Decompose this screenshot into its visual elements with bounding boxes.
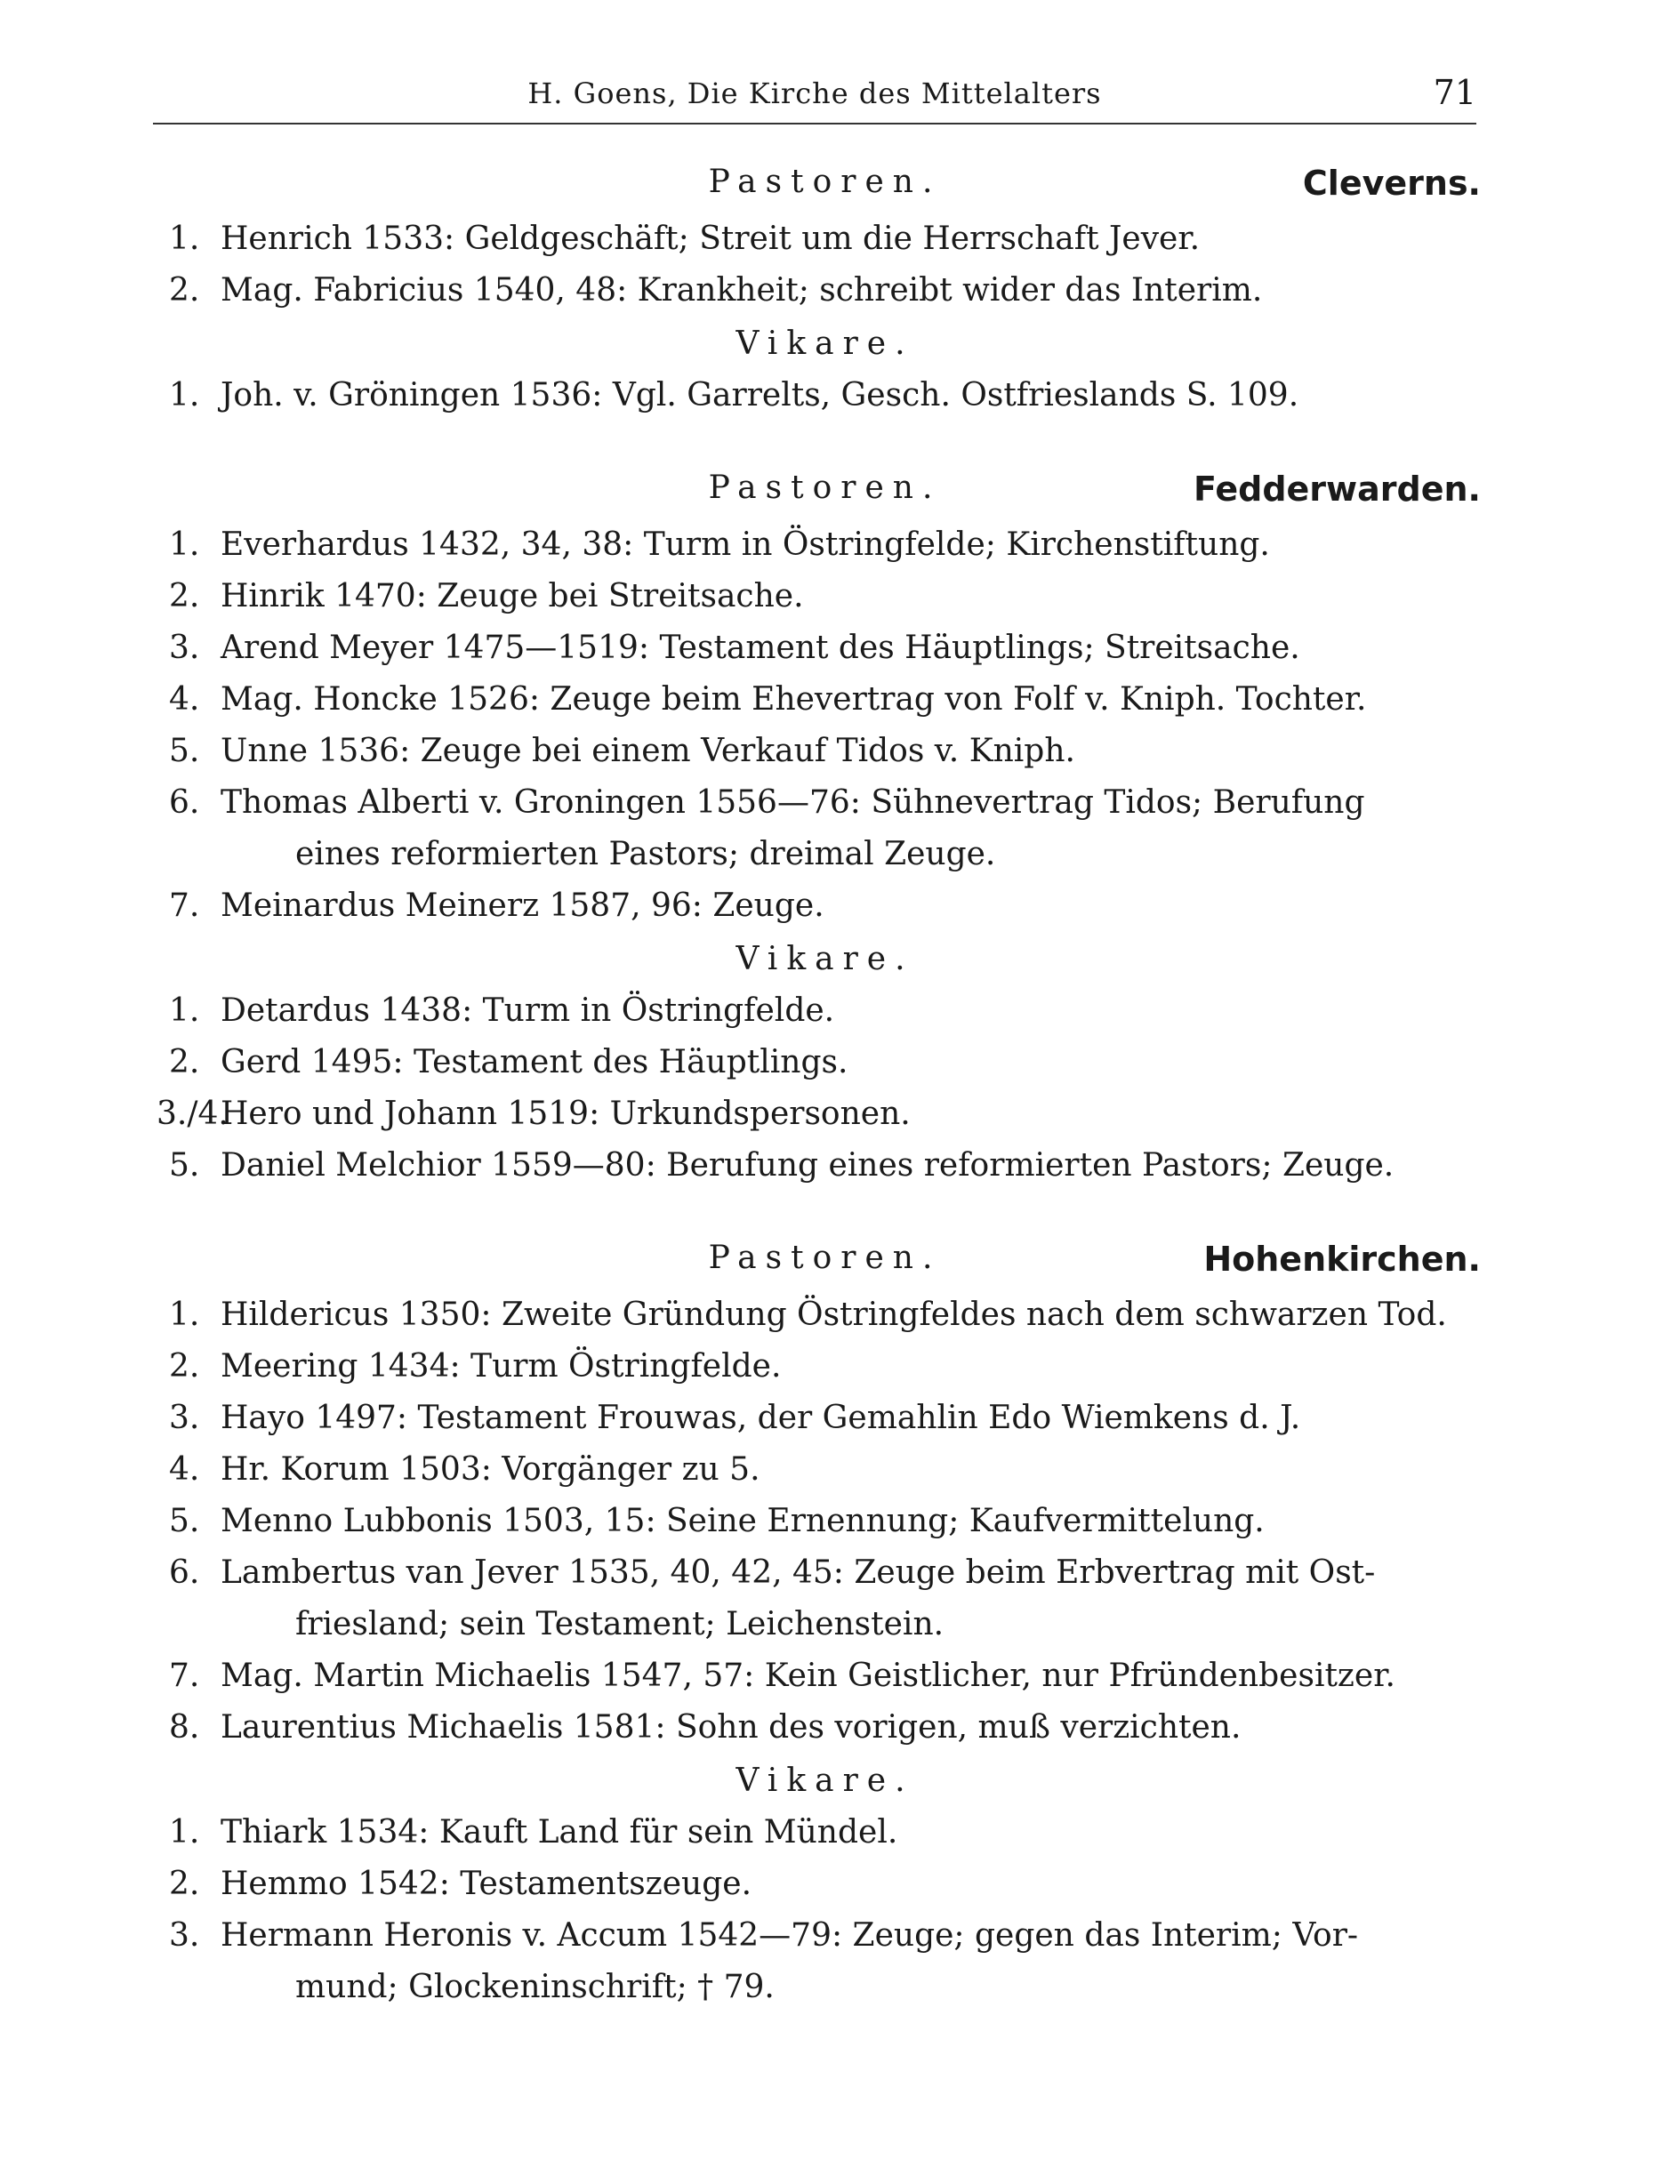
page-content bbox=[157, 158, 1481, 2013]
list-item bbox=[169, 985, 1481, 1037]
place-name: Hohenkirchen. bbox=[1203, 1240, 1481, 1279]
item-line: Thomas Alberti v. Groningen 1556—76: Sühnevertrag Tidos; Berufung bbox=[221, 784, 1365, 821]
list-item bbox=[169, 1444, 1481, 1496]
list-item bbox=[169, 1910, 1481, 2013]
list-item bbox=[169, 1341, 1481, 1393]
list-item bbox=[169, 1702, 1481, 1754]
list-item bbox=[157, 1088, 1481, 1140]
pastoren-list bbox=[169, 519, 1481, 932]
item-text: Arend Meyer 1475—1519: Testament des Häuptlings; Streitsache. bbox=[221, 630, 1300, 666]
item-number: 2. bbox=[169, 1044, 200, 1080]
list-item bbox=[169, 880, 1481, 932]
item-number: 5. bbox=[169, 733, 200, 769]
item-number: 1. bbox=[169, 1297, 200, 1333]
item-number: 4. bbox=[169, 681, 200, 718]
item-number: 1. bbox=[169, 377, 200, 414]
list-item bbox=[169, 674, 1481, 726]
item-number: 5. bbox=[169, 1147, 200, 1184]
list-item bbox=[169, 370, 1481, 422]
item-text: Detardus 1438: Turm in Östringfelde. bbox=[221, 992, 835, 1029]
section-head bbox=[169, 1234, 1481, 1286]
section-head bbox=[169, 464, 1481, 516]
item-continuation: eines reformierten Pastors; dreimal Zeuge. bbox=[295, 836, 996, 872]
vikare-heading: Vikare. bbox=[736, 1762, 914, 1799]
item-text: Meinardus Meinerz 1587, 96: Zeuge. bbox=[221, 887, 824, 924]
pastoren-heading: Pastoren. bbox=[708, 164, 942, 200]
vikare-list bbox=[169, 1807, 1481, 2013]
section-cleverns bbox=[169, 158, 1481, 422]
item-text: Hr. Korum 1503: Vorgänger zu 5. bbox=[221, 1451, 760, 1488]
item-text: Hayo 1497: Testament Frouwas, der Gemahlin Edo Wiemkens d. J. bbox=[221, 1400, 1301, 1436]
vikare-heading: Vikare. bbox=[736, 941, 914, 977]
item-text: Hinrik 1470: Zeuge bei Streitsache. bbox=[221, 578, 804, 614]
item-number: 7. bbox=[169, 1658, 200, 1694]
section-gap bbox=[169, 1192, 1481, 1234]
section-hohenkirchen bbox=[169, 1234, 1481, 2013]
list-item bbox=[169, 519, 1481, 571]
item-number: 7. bbox=[169, 887, 200, 924]
vikare-heading: Vikare. bbox=[736, 325, 914, 362]
item-text: Daniel Melchior 1559—80: Berufung eines reformierten Pastors; Zeuge. bbox=[221, 1147, 1395, 1184]
list-item bbox=[169, 571, 1481, 622]
section-head bbox=[169, 158, 1481, 210]
item-text: Menno Lubbonis 1503, 15: Seine Ernennung; Kaufvermittelung. bbox=[221, 1503, 1265, 1539]
vikare-list bbox=[157, 985, 1481, 1192]
item-text bbox=[221, 777, 1481, 880]
item-text: Everhardus 1432, 34, 38: Turm in Östringfelde; Kirchenstiftung. bbox=[221, 526, 1270, 563]
item-text: Hero und Johann 1519: Urkundspersonen. bbox=[221, 1096, 911, 1132]
item-continuation: friesland; sein Testament; Leichenstein. bbox=[295, 1606, 944, 1642]
item-number: 2. bbox=[169, 1348, 200, 1385]
item-number: 5. bbox=[169, 1503, 200, 1539]
item-continuation: mund; Glockeninschrift; † 79. bbox=[295, 1969, 775, 2005]
running-header bbox=[153, 69, 1476, 124]
item-text bbox=[221, 1547, 1481, 1650]
item-line: Hermann Heronis v. Accum 1542—79: Zeuge; gegen das Interim; Vor- bbox=[221, 1917, 1359, 1954]
section-gap bbox=[169, 422, 1481, 464]
item-text: Thiark 1534: Kauft Land für sein Mündel. bbox=[221, 1814, 898, 1851]
item-text: Gerd 1495: Testament des Häuptlings. bbox=[221, 1044, 848, 1080]
item-number: 4. bbox=[169, 1451, 200, 1488]
pastoren-heading: Pastoren. bbox=[708, 1240, 942, 1276]
item-text: Laurentius Michaelis 1581: Sohn des vorigen, muß verzichten. bbox=[221, 1709, 1242, 1746]
item-number: 1. bbox=[169, 526, 200, 563]
item-number: 1. bbox=[169, 992, 200, 1029]
list-item bbox=[169, 1807, 1481, 1859]
list-item bbox=[169, 1289, 1481, 1341]
pastoren-heading: Pastoren. bbox=[708, 470, 942, 506]
header-title: H. Goens, Die Kirche des Mittelalters bbox=[527, 76, 1102, 110]
item-number: 6. bbox=[169, 1554, 200, 1591]
item-number: 2. bbox=[169, 1866, 200, 1902]
item-line: Lambertus van Jever 1535, 40, 42, 45: Zeuge beim Erbvertrag mit Ost- bbox=[221, 1554, 1376, 1591]
item-number: 1. bbox=[169, 1814, 200, 1851]
place-name: Cleverns. bbox=[1302, 164, 1481, 203]
item-number: 2. bbox=[169, 578, 200, 614]
item-text: Hemmo 1542: Testamentszeuge. bbox=[221, 1866, 752, 1902]
list-item bbox=[169, 1140, 1481, 1192]
list-item bbox=[169, 1037, 1481, 1088]
item-text: Mag. Honcke 1526: Zeuge beim Ehevertrag von Folf v. Kniph. Tochter. bbox=[221, 681, 1367, 718]
list-item bbox=[169, 1650, 1481, 1702]
item-text: Henrich 1533: Geldgeschäft; Streit um die Herrschaft Jever. bbox=[221, 221, 1201, 257]
list-item bbox=[169, 1496, 1481, 1547]
item-number: 3./4. bbox=[157, 1096, 229, 1132]
item-text: Meering 1434: Turm Östringfelde. bbox=[221, 1348, 782, 1385]
list-item bbox=[169, 777, 1481, 880]
item-number: 3. bbox=[169, 1917, 200, 1954]
place-name: Fedderwarden. bbox=[1193, 470, 1481, 509]
item-number: 3. bbox=[169, 630, 200, 666]
item-number: 1. bbox=[169, 221, 200, 257]
list-item bbox=[169, 1547, 1481, 1650]
list-item bbox=[169, 622, 1481, 674]
item-number: 3. bbox=[169, 1400, 200, 1436]
section-fedderwarden bbox=[157, 464, 1481, 1192]
page-number: 71 bbox=[1433, 73, 1476, 112]
item-text: Mag. Fabricius 1540, 48: Krankheit; schreibt wider das Interim. bbox=[221, 272, 1263, 309]
list-item bbox=[169, 726, 1481, 777]
list-item bbox=[169, 1859, 1481, 1910]
list-item bbox=[169, 1393, 1481, 1444]
pastoren-list bbox=[169, 1289, 1481, 1754]
list-item bbox=[169, 213, 1481, 265]
item-text bbox=[221, 1910, 1481, 2013]
item-text: Unne 1536: Zeuge bei einem Verkauf Tidos v. Kniph. bbox=[221, 733, 1075, 769]
pastoren-list bbox=[169, 213, 1481, 317]
item-number: 6. bbox=[169, 784, 200, 821]
item-text: Joh. v. Gröningen 1536: Vgl. Garrelts, Gesch. Ostfrieslands S. 109. bbox=[221, 377, 1299, 414]
item-number: 8. bbox=[169, 1709, 200, 1746]
item-text: Hildericus 1350: Zweite Gründung Östringfeldes nach dem schwarzen Tod. bbox=[221, 1297, 1447, 1333]
list-item bbox=[169, 265, 1481, 317]
item-number: 2. bbox=[169, 272, 200, 309]
vikare-list bbox=[169, 370, 1481, 422]
item-text: Mag. Martin Michaelis 1547, 57: Kein Geistlicher, nur Pfründenbesitzer. bbox=[221, 1658, 1395, 1694]
